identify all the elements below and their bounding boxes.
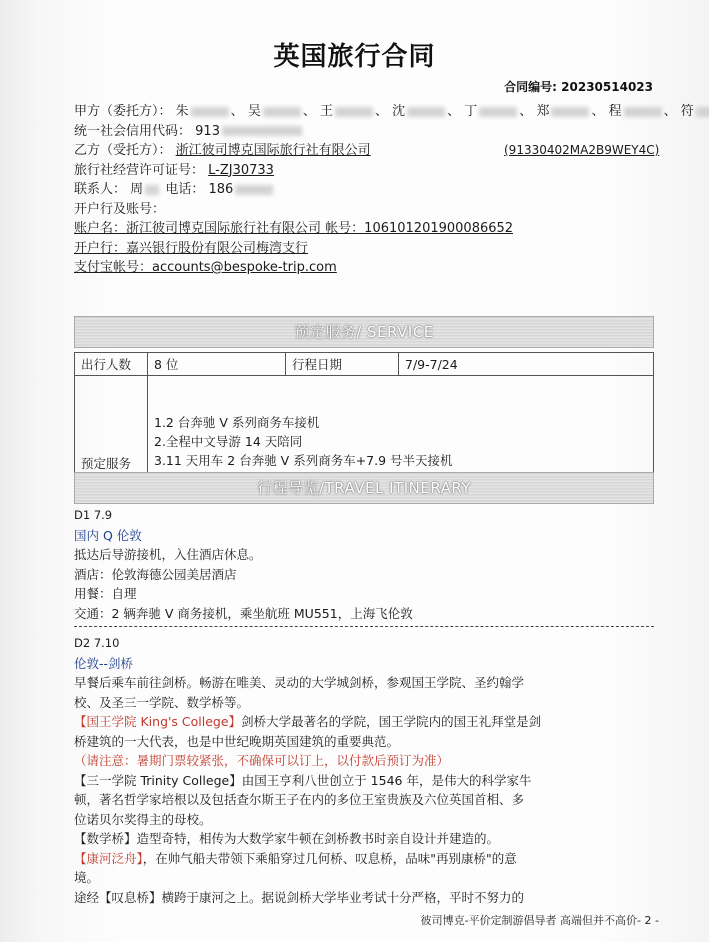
- alipay-label: 支付宝帐号：: [74, 260, 153, 275]
- page-title: 英国旅行合同: [273, 42, 436, 72]
- ticket-note: （请注意：暑期门票较紧张，不确保可以订上，以付款后预订为准）: [74, 753, 450, 768]
- party-b-row: [74, 141, 664, 161]
- day2-route: 伦敦--剑桥: [74, 655, 134, 671]
- contact-label: 联系人：: [74, 182, 127, 197]
- table-row: [75, 376, 654, 475]
- license-label: 旅行社经营许可证号：: [74, 162, 205, 178]
- party-a-label: 甲方（委托方）：: [74, 104, 172, 119]
- trinity-college-text: 由国王亨利八世创立于 1546 年，是伟大的科学家牛: [241, 772, 532, 788]
- bank-branch-value: 嘉兴银行股份有限公司梅湾支行: [126, 240, 309, 256]
- service-lines: [148, 376, 654, 475]
- bank-branch-label: 开户行：: [74, 240, 127, 256]
- phone-label: 电话：: [165, 182, 205, 197]
- punting-text2: 境。: [74, 870, 100, 885]
- trinity-college-text3: 位诺贝尔奖得主的母校。: [74, 811, 212, 827]
- party-a-name: 沈: [392, 104, 406, 119]
- redaction: [335, 107, 373, 117]
- account-no-label: 帐号：: [325, 221, 365, 236]
- redaction: [263, 107, 301, 117]
- redaction: [479, 107, 517, 117]
- credit-code-value: 913: [195, 123, 220, 139]
- alipay-value: accounts@bespoke-trip.com: [152, 260, 337, 275]
- redaction: [696, 107, 709, 117]
- punting-text: ，在帅气船夫带领下乘船穿过几何桥、叹息桥，品味"再别康桥"的意: [142, 850, 517, 866]
- math-bridge-tag: 【数学桥】: [74, 831, 137, 846]
- redaction: [407, 107, 445, 117]
- account-no: 106101201900086652: [364, 221, 514, 236]
- party-a-name: 王: [319, 104, 333, 119]
- party-a-row: 甲方（委托方）： 朱 、 吴 、 王 、 沈 、 丁 、 郑 、 程 、 符: [74, 102, 664, 122]
- trinity-college-tag: 【三一学院 Trinity College】: [74, 772, 242, 788]
- license-row: [74, 161, 664, 181]
- page-footer: 彼司博克-平价定制游倡导者 高端但并不高价- 2 -: [420, 914, 659, 927]
- redaction: [624, 107, 662, 117]
- account-name: 账户名：浙江彼司博克国际旅行社有限公司: [74, 221, 322, 236]
- sigh-bridge-para: 途经【叹息桥】横跨于康河之上。据说剑桥大学毕业考试十分严格，平时不努力的: [74, 889, 525, 905]
- day2-para: 早餐后乘车前往剑桥。畅游在唯美、灵动的大学城剑桥，参观国王学院、圣约翰学: [74, 675, 525, 690]
- redaction: [222, 126, 302, 136]
- trinity-college-text2: 顿，著名哲学家培根以及包括查尔斯王子在内的多位王室贵族及六位英国首相、多: [74, 792, 525, 807]
- party-a-name: 符: [680, 104, 694, 119]
- party-b-code: (91330402MA2B9WEY4C): [504, 143, 660, 157]
- itinerary-banner-text: 行程导览/TRAVEL ITINERARY: [256, 479, 472, 497]
- license-value: L-ZJ30733: [208, 162, 274, 178]
- service-line: 2.全程中文导游 14 天陪同: [154, 434, 303, 449]
- punting-para: [74, 849, 664, 869]
- divider: [74, 626, 654, 627]
- kings-college-para: [74, 712, 664, 732]
- trinity-college-para: [74, 771, 664, 791]
- alipay-row: [74, 258, 664, 278]
- day1-head: D1 7.9: [74, 508, 113, 522]
- contact-name: 周: [130, 182, 144, 197]
- bank-label-row: [74, 200, 664, 220]
- party-info: [74, 102, 694, 278]
- day2-para: 校、及圣三一学院、数学桥等。: [74, 694, 250, 710]
- kings-college-text: 剑桥大学最著名的学院，国王学院内的国王礼拜堂是剑: [241, 714, 542, 729]
- itinerary-banner: [74, 472, 654, 504]
- day2-head: D2 7.10: [74, 636, 120, 650]
- punting-tag: 【康河泛舟】: [74, 850, 143, 866]
- phone-value: 186: [208, 182, 234, 197]
- day2-section: [74, 634, 664, 907]
- day1-line: 用餐：自理: [74, 586, 137, 601]
- redaction: [191, 107, 229, 117]
- day1-line: 抵达后导游接机，入住酒店休息。: [74, 547, 262, 562]
- day1-section: [74, 506, 664, 623]
- kings-college-text2: 桥建筑的一大代表，也是中世纪晚期英国建筑的重要典范。: [74, 733, 400, 749]
- people-label: 出行人数: [75, 353, 148, 376]
- party-a-name: 程: [608, 104, 622, 119]
- people-value: 8 位: [148, 353, 286, 376]
- service-line: 1.2 台奔驰 V 系列商务车接机: [154, 415, 320, 430]
- math-bridge-para: [74, 829, 664, 849]
- redaction: [145, 185, 159, 195]
- kings-college-tag: 【国王学院 King's College】: [74, 714, 242, 729]
- table-row: [75, 353, 654, 376]
- date-value: 7/9-7/24: [399, 353, 654, 376]
- day1-line: 酒店：伦敦海德公园美居酒店: [74, 566, 237, 582]
- service-line: 3.11 天用车 2 台奔驰 V 系列商务车+7.9 号半天接机: [154, 453, 453, 468]
- redaction: [235, 185, 273, 195]
- contact-row: [74, 180, 664, 200]
- service-banner: [74, 316, 654, 348]
- date-label: 行程日期: [286, 353, 399, 376]
- credit-code-row: [74, 122, 664, 142]
- party-a-name: 郑: [536, 104, 550, 119]
- party-b-value: 浙江彼司博克国际旅行社有限公司: [175, 143, 371, 158]
- account-row: [74, 219, 664, 239]
- party-a-name: 丁: [464, 104, 478, 119]
- service-banner-text: 预定服务/ SERVICE: [294, 323, 434, 341]
- contract-number: 合同编号: 20230514023: [504, 80, 653, 94]
- credit-code-label: 统一社会信用代码：: [74, 123, 192, 139]
- day1-route: 国内 Q 伦敦: [74, 527, 142, 543]
- bank-row: [74, 239, 664, 259]
- redaction: [551, 107, 589, 117]
- party-b-label: 乙方（受托方）：: [74, 143, 172, 158]
- day1-line: 交通：2 辆奔驰 V 商务接机，乘坐航班 MU551，上海飞伦敦: [74, 605, 413, 621]
- party-a-name: 朱: [175, 104, 189, 119]
- service-label: 预定服务: [75, 376, 148, 475]
- service-table: [74, 352, 654, 475]
- math-bridge-text: 造型奇特，相传为大数学家牛顿在剑桥教书时亲自设计并建造的。: [136, 831, 500, 846]
- bank-label: 开户行及账号：: [74, 201, 166, 217]
- party-a-name: 吴: [247, 104, 261, 119]
